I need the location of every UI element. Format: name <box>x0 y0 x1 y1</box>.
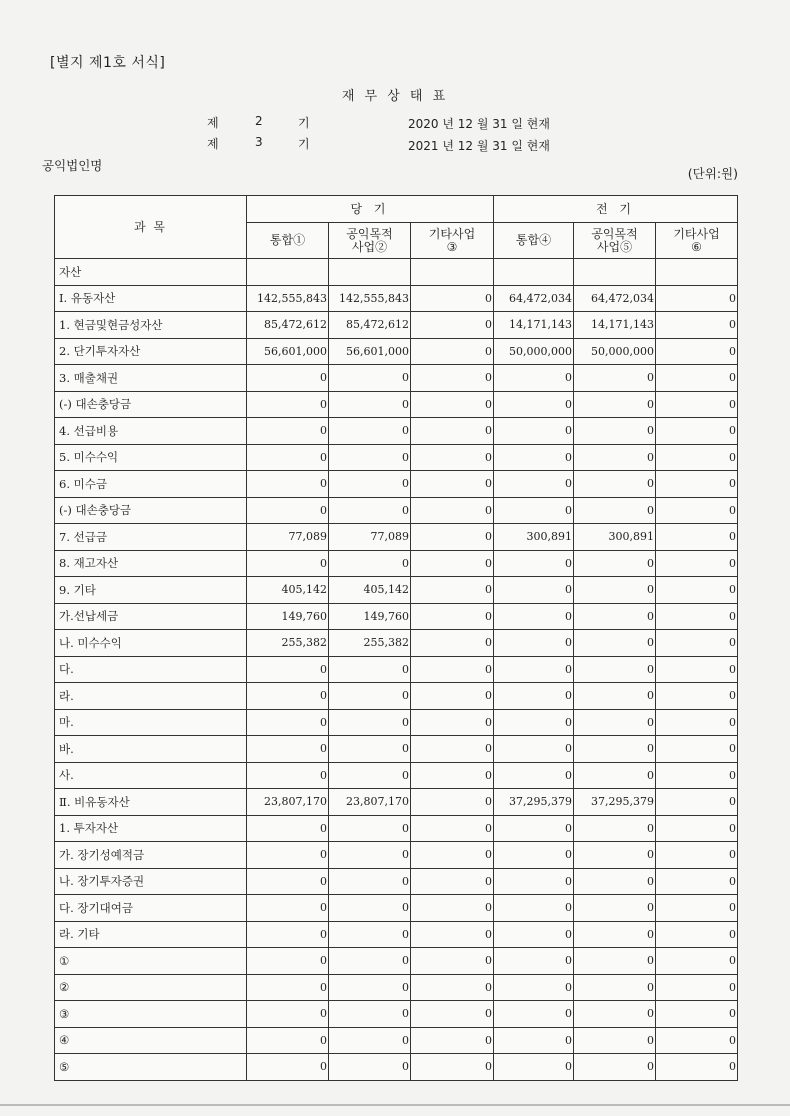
value-cell: 0 <box>574 709 656 736</box>
row-label: 마. <box>55 709 247 736</box>
value-cell: 0 <box>411 762 494 789</box>
value-cell: 0 <box>411 471 494 498</box>
org-name-label: 공익법인명 <box>42 158 103 173</box>
value-cell: 0 <box>656 921 738 948</box>
sub-header-cell: 기타사업 ⑥ <box>656 223 738 259</box>
row-label: ③ <box>55 1001 247 1028</box>
table-row <box>55 338 738 365</box>
value-cell: 0 <box>247 1001 329 1028</box>
row-label: 1. 투자자산 <box>55 815 247 842</box>
value-cell: 0 <box>329 444 411 471</box>
value-cell: 0 <box>574 603 656 630</box>
value-cell: 0 <box>574 630 656 657</box>
table-row <box>55 921 738 948</box>
value-cell: 0 <box>656 842 738 869</box>
value-cell: 0 <box>494 895 574 922</box>
value-cell: 37,295,379 <box>574 789 656 816</box>
value-cell: 0 <box>329 471 411 498</box>
current-period-header: 당 기 <box>247 196 494 223</box>
value-cell: 56,601,000 <box>247 338 329 365</box>
table-row <box>55 365 738 392</box>
table-row <box>55 736 738 763</box>
value-cell: 0 <box>656 974 738 1001</box>
value-cell: 23,807,170 <box>329 789 411 816</box>
value-cell: 50,000,000 <box>494 338 574 365</box>
value-cell: 0 <box>494 974 574 1001</box>
value-cell: 0 <box>494 365 574 392</box>
row-label: ④ <box>55 1027 247 1054</box>
value-cell: 0 <box>411 577 494 604</box>
row-label: 8. 재고자산 <box>55 550 247 577</box>
table-row <box>55 815 738 842</box>
value-cell: 0 <box>411 974 494 1001</box>
value-cell: 37,295,379 <box>494 789 574 816</box>
value-cell: 0 <box>411 868 494 895</box>
value-cell: 0 <box>411 312 494 339</box>
value-cell: 255,382 <box>329 630 411 657</box>
value-cell: 0 <box>574 683 656 710</box>
value-cell: 149,760 <box>329 603 411 630</box>
value-cell: 0 <box>574 868 656 895</box>
value-cell: 0 <box>247 815 329 842</box>
value-cell: 0 <box>247 895 329 922</box>
table-row <box>55 895 738 922</box>
value-cell: 23,807,170 <box>247 789 329 816</box>
page-edge <box>0 1104 790 1106</box>
row-label: ⑤ <box>55 1054 247 1081</box>
value-cell: 0 <box>656 338 738 365</box>
value-cell: 0 <box>656 418 738 445</box>
value-cell: 0 <box>411 444 494 471</box>
value-cell: 0 <box>411 418 494 445</box>
value-cell: 0 <box>656 948 738 975</box>
value-cell: 0 <box>574 921 656 948</box>
period-date: 2021 년 12 월 31 일 현재 <box>408 139 550 153</box>
value-cell: 0 <box>411 1001 494 1028</box>
period-prefix: 제 <box>207 116 219 130</box>
row-label: 가. 장기성예적금 <box>55 842 247 869</box>
value-cell: 0 <box>574 815 656 842</box>
table-row <box>55 577 738 604</box>
table-row <box>55 709 738 736</box>
value-cell: 85,472,612 <box>247 312 329 339</box>
value-cell: 0 <box>247 550 329 577</box>
value-cell: 0 <box>574 1054 656 1081</box>
row-label: 가.선납세금 <box>55 603 247 630</box>
value-cell: 0 <box>494 444 574 471</box>
value-cell: 0 <box>574 418 656 445</box>
value-cell: 0 <box>329 418 411 445</box>
value-cell: 77,089 <box>329 524 411 551</box>
value-cell: 0 <box>656 683 738 710</box>
value-cell: 0 <box>329 365 411 392</box>
value-cell: 0 <box>247 418 329 445</box>
row-label: 라. <box>55 683 247 710</box>
value-cell: 0 <box>574 391 656 418</box>
value-cell: 0 <box>247 736 329 763</box>
value-cell: 0 <box>494 921 574 948</box>
row-label: 사. <box>55 762 247 789</box>
value-cell: 0 <box>656 736 738 763</box>
document-title: 재 무 상 태 표 <box>341 89 449 104</box>
value-cell: 0 <box>574 550 656 577</box>
value-cell: 0 <box>656 656 738 683</box>
row-label: 1. 현금및현금성자산 <box>55 312 247 339</box>
value-cell: 405,142 <box>329 577 411 604</box>
value-cell: 0 <box>411 365 494 392</box>
value-cell: 0 <box>494 736 574 763</box>
value-cell: 0 <box>494 656 574 683</box>
table-row <box>55 1027 738 1054</box>
value-cell: 0 <box>411 1054 494 1081</box>
value-cell: 0 <box>247 1054 329 1081</box>
value-cell: 405,142 <box>247 577 329 604</box>
value-cell: 0 <box>656 312 738 339</box>
value-cell: 0 <box>411 338 494 365</box>
value-cell: 0 <box>247 709 329 736</box>
balance-sheet-table <box>54 195 738 1081</box>
row-label: 바. <box>55 736 247 763</box>
sub-header-cell: 통합④ <box>494 223 574 259</box>
table-row <box>55 630 738 657</box>
table-row <box>55 550 738 577</box>
value-cell: 0 <box>411 709 494 736</box>
value-cell: 0 <box>411 497 494 524</box>
value-cell: 0 <box>329 550 411 577</box>
value-cell: 0 <box>574 656 656 683</box>
value-cell: 0 <box>656 471 738 498</box>
value-cell: 0 <box>656 444 738 471</box>
value-cell: 0 <box>494 1001 574 1028</box>
row-label: 라. 기타 <box>55 921 247 948</box>
table-row <box>55 842 738 869</box>
value-cell: 0 <box>411 285 494 312</box>
row-label: 2. 단기투자자산 <box>55 338 247 365</box>
period-prefix: 제 <box>207 137 219 151</box>
value-cell: 0 <box>494 762 574 789</box>
value-cell: 0 <box>411 550 494 577</box>
value-cell: 0 <box>329 974 411 1001</box>
value-cell: 0 <box>411 1027 494 1054</box>
value-cell: 0 <box>411 603 494 630</box>
value-cell: 0 <box>574 948 656 975</box>
value-cell: 14,171,143 <box>574 312 656 339</box>
value-cell: 0 <box>247 974 329 1001</box>
value-cell: 0 <box>656 391 738 418</box>
row-label: ② <box>55 974 247 1001</box>
value-cell: 0 <box>329 762 411 789</box>
value-cell: 0 <box>247 762 329 789</box>
period-date: 2020 년 12 월 31 일 현재 <box>408 117 550 131</box>
row-label: 7. 선급금 <box>55 524 247 551</box>
value-cell: 0 <box>494 603 574 630</box>
value-cell: 0 <box>247 444 329 471</box>
value-cell: 0 <box>494 471 574 498</box>
table-row <box>55 656 738 683</box>
value-cell: 0 <box>411 895 494 922</box>
value-cell: 0 <box>656 497 738 524</box>
row-label: ① <box>55 948 247 975</box>
value-cell: 0 <box>494 868 574 895</box>
value-cell: 0 <box>574 471 656 498</box>
table-row <box>55 868 738 895</box>
value-cell: 0 <box>656 815 738 842</box>
period-number: 3 <box>255 135 263 149</box>
value-cell: 142,555,843 <box>329 285 411 312</box>
sub-header-cell: 공익목적 사업⑤ <box>574 223 656 259</box>
value-cell: 0 <box>329 1001 411 1028</box>
table-row <box>55 1054 738 1081</box>
table-row <box>55 285 738 312</box>
unit-label: (단위:원) <box>687 166 738 181</box>
value-cell: 0 <box>247 497 329 524</box>
value-cell: 255,382 <box>247 630 329 657</box>
value-cell: 0 <box>494 391 574 418</box>
table-row <box>55 789 738 816</box>
section-label: 자산 <box>55 259 247 286</box>
value-cell: 64,472,034 <box>574 285 656 312</box>
value-cell: 0 <box>656 524 738 551</box>
row-label: 4. 선급비용 <box>55 418 247 445</box>
table-row <box>55 974 738 1001</box>
table-row <box>55 312 738 339</box>
value-cell: 0 <box>574 497 656 524</box>
period-suffix: 기 <box>298 116 310 130</box>
value-cell: 149,760 <box>247 603 329 630</box>
value-cell: 0 <box>247 656 329 683</box>
value-cell: 0 <box>247 948 329 975</box>
value-cell: 0 <box>494 842 574 869</box>
value-cell: 0 <box>494 1054 574 1081</box>
value-cell: 0 <box>329 948 411 975</box>
row-label: 다. 장기대여금 <box>55 895 247 922</box>
sub-header-cell: 공익목적 사업② <box>329 223 411 259</box>
value-cell: 0 <box>329 683 411 710</box>
value-cell: 0 <box>411 948 494 975</box>
value-cell: 0 <box>329 656 411 683</box>
value-cell: 0 <box>329 497 411 524</box>
value-cell: 0 <box>411 656 494 683</box>
row-label: (-) 대손충당금 <box>55 497 247 524</box>
value-cell: 0 <box>494 1027 574 1054</box>
value-cell: 0 <box>656 365 738 392</box>
value-cell: 0 <box>329 391 411 418</box>
table-row <box>55 471 738 498</box>
value-cell: 0 <box>656 709 738 736</box>
value-cell: 0 <box>329 709 411 736</box>
value-cell: 0 <box>329 736 411 763</box>
value-cell: 0 <box>329 842 411 869</box>
value-cell: 0 <box>656 603 738 630</box>
row-label: Ⅱ. 비유동자산 <box>55 789 247 816</box>
value-cell: 0 <box>574 974 656 1001</box>
value-cell: 56,601,000 <box>329 338 411 365</box>
value-cell: 0 <box>494 418 574 445</box>
value-cell: 0 <box>574 842 656 869</box>
sub-header-cell: 기타사업 ③ <box>411 223 494 259</box>
value-cell: 0 <box>411 815 494 842</box>
value-cell: 0 <box>574 365 656 392</box>
value-cell: 0 <box>329 1027 411 1054</box>
value-cell: 0 <box>574 895 656 922</box>
table-row <box>55 1001 738 1028</box>
row-label: 나. 미수수익 <box>55 630 247 657</box>
value-cell: 50,000,000 <box>574 338 656 365</box>
value-cell: 0 <box>494 815 574 842</box>
value-cell: 0 <box>494 497 574 524</box>
value-cell: 85,472,612 <box>329 312 411 339</box>
value-cell: 0 <box>329 1054 411 1081</box>
value-cell: 0 <box>247 868 329 895</box>
value-cell: 142,555,843 <box>247 285 329 312</box>
section-row <box>55 259 738 286</box>
value-cell: 0 <box>247 842 329 869</box>
value-cell: 0 <box>329 868 411 895</box>
value-cell: 0 <box>494 577 574 604</box>
table-row <box>55 948 738 975</box>
table-row <box>55 418 738 445</box>
value-cell: 0 <box>656 789 738 816</box>
value-cell: 300,891 <box>574 524 656 551</box>
value-cell: 0 <box>656 762 738 789</box>
row-label: (-) 대손충당금 <box>55 391 247 418</box>
value-cell: 0 <box>411 391 494 418</box>
value-cell: 0 <box>329 815 411 842</box>
period-suffix: 기 <box>298 137 310 151</box>
table-row <box>55 762 738 789</box>
previous-period-header: 전 기 <box>494 196 738 223</box>
value-cell: 0 <box>411 921 494 948</box>
value-cell: 0 <box>411 683 494 710</box>
sub-header-cell: 통합① <box>247 223 329 259</box>
row-label: 다. <box>55 656 247 683</box>
table-row <box>55 603 738 630</box>
value-cell: 0 <box>574 444 656 471</box>
row-label: 나. 장기투자증권 <box>55 868 247 895</box>
subject-header: 과 목 <box>55 196 247 259</box>
period-number: 2 <box>255 114 263 128</box>
value-cell: 0 <box>247 1027 329 1054</box>
value-cell: 14,171,143 <box>494 312 574 339</box>
table-row <box>55 497 738 524</box>
value-cell: 0 <box>656 285 738 312</box>
value-cell: 0 <box>656 1054 738 1081</box>
value-cell: 0 <box>247 391 329 418</box>
row-label: 9. 기타 <box>55 577 247 604</box>
form-tag: [별지 제1호 서식] <box>50 55 166 71</box>
row-label: Ⅰ. 유동자산 <box>55 285 247 312</box>
value-cell: 0 <box>247 683 329 710</box>
table-row <box>55 683 738 710</box>
value-cell: 0 <box>574 1001 656 1028</box>
value-cell: 0 <box>247 365 329 392</box>
value-cell: 0 <box>329 895 411 922</box>
value-cell: 0 <box>411 736 494 763</box>
value-cell: 0 <box>656 630 738 657</box>
value-cell: 64,472,034 <box>494 285 574 312</box>
row-label: 3. 매출채권 <box>55 365 247 392</box>
value-cell: 0 <box>574 736 656 763</box>
value-cell: 0 <box>494 683 574 710</box>
value-cell: 0 <box>574 762 656 789</box>
value-cell: 0 <box>247 921 329 948</box>
value-cell: 0 <box>494 550 574 577</box>
value-cell: 0 <box>494 709 574 736</box>
table-row <box>55 391 738 418</box>
row-label: 6. 미수금 <box>55 471 247 498</box>
value-cell: 0 <box>494 948 574 975</box>
value-cell: 0 <box>574 577 656 604</box>
value-cell: 0 <box>329 921 411 948</box>
value-cell: 0 <box>656 895 738 922</box>
value-cell: 0 <box>494 630 574 657</box>
row-label: 5. 미수수익 <box>55 444 247 471</box>
value-cell: 0 <box>656 1001 738 1028</box>
value-cell: 77,089 <box>247 524 329 551</box>
value-cell: 300,891 <box>494 524 574 551</box>
value-cell: 0 <box>411 630 494 657</box>
value-cell: 0 <box>656 550 738 577</box>
value-cell: 0 <box>411 524 494 551</box>
value-cell: 0 <box>411 789 494 816</box>
table-row <box>55 524 738 551</box>
value-cell: 0 <box>656 577 738 604</box>
table-row <box>55 444 738 471</box>
value-cell: 0 <box>656 1027 738 1054</box>
value-cell: 0 <box>247 471 329 498</box>
value-cell: 0 <box>411 842 494 869</box>
value-cell: 0 <box>574 1027 656 1054</box>
value-cell: 0 <box>656 868 738 895</box>
